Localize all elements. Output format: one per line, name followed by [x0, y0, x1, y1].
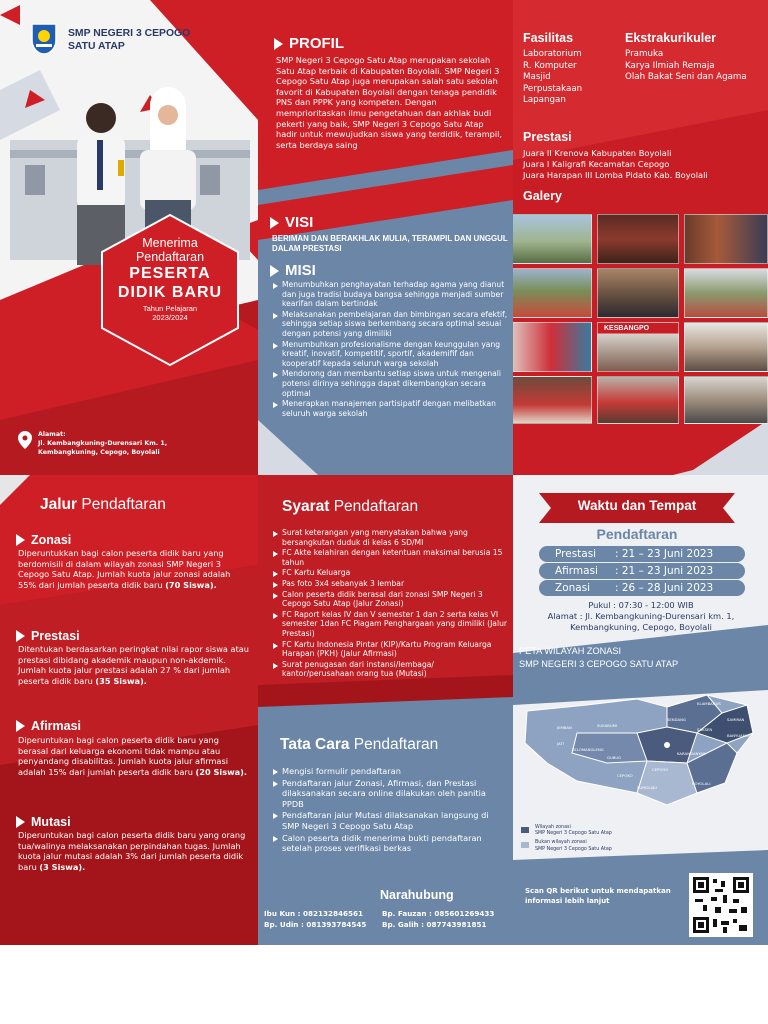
- mutasi-title: Mutasi: [31, 815, 71, 829]
- prestasi-title: Prestasi: [523, 130, 572, 144]
- address-line1: Jl. Kembangkuning-Durensari Km. 1,: [38, 440, 168, 447]
- map-legend: [521, 825, 612, 853]
- prestasi-item: Juara II Krenova Kabupaten Boyolali: [523, 148, 672, 158]
- profil-title: PROFIL: [289, 35, 344, 52]
- prestasi-arrow-icon: [16, 630, 25, 642]
- fasilitas-title: Fasilitas: [523, 31, 574, 45]
- qr-caption: Scan QR berikut untuk mendapatkan informasi lebih lanjut: [525, 887, 671, 905]
- syarat-list: [272, 528, 508, 680]
- gallery-photo: [513, 376, 592, 424]
- legend-line1: Wilayah zonasi: [535, 825, 571, 830]
- profil-arrow-icon: [274, 38, 283, 50]
- afirmasi-arrow-icon: [16, 720, 25, 732]
- map-region-label: BANYUANYAR: [727, 733, 753, 738]
- map-region-label: SAKSEN: [697, 727, 713, 732]
- promo-text: [104, 236, 236, 322]
- map-region-label: KARANGANYAR: [677, 751, 706, 756]
- contact-name: Bp. Fauzan: [382, 909, 427, 918]
- schedule-row: [539, 563, 745, 579]
- tata-cara-list: [272, 766, 502, 855]
- syarat-item: FC Raport kelas IV dan V semester 1 dan 2 serta kelas VI semester 1dan FC Piagam Penghargaan yang dimiliki (Jalur Prestasi): [272, 610, 508, 639]
- map-region-label: JATI: [557, 741, 564, 746]
- ekstrakurikuler-list: [625, 49, 755, 84]
- address-line2: Kembangkuning, Cepogo, Boyolali: [38, 449, 160, 456]
- profil-body: SMP Negeri 3 Cepogo Satu Atap merupakan sekolah Satu Atap terbaik di Kabupaten Boyolali. SMP Negeri 3 Cepogo Satu Atap juga merupakan salah satu sekolah favorit di Kabupaten Boyolali dengan tenaga pendidik PNS dan PPPK yang kompeten. Dengan memprioritaskan ilmu pengetahuan dan akhlak budi pekerti yang baik, SMP Negeri 3 Cepogo Satu Atap hadir untuk mewujudkan siswa yang terdidik, terampil, serta berdaya saing: [276, 55, 503, 150]
- profil-heading: [274, 33, 344, 52]
- gallery-photo: [597, 214, 679, 264]
- legend-text: [535, 825, 612, 837]
- zonasi-body-block: [18, 548, 250, 590]
- school-logo: [28, 22, 60, 54]
- zonasi-title: Zonasi: [31, 533, 72, 547]
- visi-body: BERIMAN DAN BERAKHLAK MULIA, TERAMPIL DAN UNGGUL DALAM PRESTASI: [272, 234, 508, 253]
- legend-swatch: [521, 827, 529, 833]
- qr-code[interactable]: [689, 873, 753, 937]
- location-pin-icon: [18, 431, 32, 453]
- jalur-heading: [40, 496, 166, 514]
- promo-line3: PESERTA: [129, 265, 211, 282]
- prestasi-item: Juara I Kaligrafi Kecamatan Cepogo: [523, 159, 670, 169]
- map-region-label: SUMOLAJU: [637, 785, 658, 790]
- jalur-prestasi-quota: (35 Siswa).: [95, 675, 147, 686]
- zonasi-arrow-icon: [16, 534, 25, 546]
- legend-text: [535, 840, 612, 852]
- schedule-label: Afirmasi: [555, 565, 598, 577]
- afirmasi-body: Diperuntukan bagi calon peserta didik baru yang berasal dari keluarga ekonomi tidak mampu atau penyandang disabilitas. Jumlah kuota jalur afirmasi adalah 15% dari jumlah peserta didik baru: [18, 735, 228, 777]
- syarat-title-bold: Syarat: [282, 498, 330, 515]
- tata-cara-title-rest: Pendaftaran: [349, 736, 439, 753]
- qr-code-image: [693, 877, 749, 933]
- gallery-photo: [684, 322, 768, 372]
- map-region-label: SUKABUMI: [597, 723, 617, 728]
- map-region-label: CEPOKO: [617, 773, 633, 778]
- fasilitas-item: Laboratorium: [523, 49, 582, 59]
- tata-cara-item: Mengisi formulir pendaftaran: [272, 766, 502, 777]
- afirmasi-title: Afirmasi: [31, 719, 82, 733]
- ekstrakurikuler-item: Karya Ilmiah Remaja: [625, 60, 715, 71]
- syarat-item: Pas foto 3x4 sebanyak 3 lembar: [272, 579, 508, 589]
- schedule-value: : 21 – 23 Juni 2023: [615, 565, 714, 577]
- mutasi-arrow-icon: [16, 816, 25, 828]
- misi-list: [272, 280, 508, 419]
- school-name-line1: SMP NEGERI 3 CEPOGO: [68, 28, 191, 39]
- map-region-label: BOYOLALI: [692, 781, 711, 786]
- jalur-prestasi-body-block: [18, 644, 250, 686]
- ekstrakurikuler-item: Olah Bakat Seni dan Agama: [625, 72, 747, 83]
- promo-year-label: Tahun Pelajaran: [142, 304, 198, 313]
- contact-name: Bp. Udin: [264, 919, 299, 929]
- gallery-photo: [513, 268, 592, 318]
- misi-item: Menumbuhkan profesionalisme dengan keunggulan yang kreatif, inovatif, kompetitif, sportif, akademifif dan kooperatif kepada seluruh warga sekolah: [272, 340, 508, 369]
- mutasi-quota: (3 Siswa).: [39, 861, 86, 872]
- address-label: Alamat:: [38, 431, 66, 438]
- syarat-item: Surat keterangan yang menyatakan bahwa yang bersangkutan duduk di kelas 6 SD/MI: [272, 528, 508, 547]
- waktu-alamat: Alamat : Jl. Kembangkuning-Durensari km. 1, Kembangkuning, Cepogo, Boyolali: [547, 611, 735, 632]
- misi-heading: [270, 260, 316, 279]
- gallery-photo: [684, 214, 768, 264]
- mutasi-heading: [16, 811, 71, 830]
- contact-phone: : 087743981851: [421, 919, 487, 929]
- fasilitas-item: Perpustakaan: [523, 83, 583, 94]
- waktu-subtitle: Pendaftaran: [596, 526, 678, 542]
- jalur-panel: [0, 475, 258, 945]
- afirmasi-quota: (20 Siswa).: [195, 766, 248, 777]
- waktu-schedule: [539, 546, 745, 596]
- fasilitas-item: Lapangan: [523, 95, 566, 106]
- school-name: [68, 27, 190, 53]
- misi-arrow-icon: [270, 265, 279, 277]
- school-name-line2: SATU ATAP: [68, 41, 125, 52]
- contact-phone: : 085601269433: [428, 909, 495, 918]
- syarat-panel: [258, 475, 513, 945]
- prestasi-item: Juara Harapan III Lomba Pidato Kab. Boyolali: [523, 170, 708, 180]
- misi-item: Mendorong dan membantu setiap siswa untuk mengenali potensi dirinya sehingga dapat dikembangkan secara optimal: [272, 369, 508, 398]
- promo-year: 2023/2024: [152, 313, 188, 322]
- gallery-photo: [597, 322, 679, 372]
- address-block: [38, 430, 167, 457]
- syarat-item: FC Kartu Indonesia Pintar (KIP)/Kartu Program Keluarga Harapan (PKH) (Jalur Afirmasi): [272, 640, 508, 659]
- waktu-details: [523, 600, 759, 633]
- tata-cara-heading: [280, 736, 438, 754]
- gallery-photo-label: KESBANGPO: [604, 325, 650, 332]
- zonasi-map: [517, 693, 757, 813]
- narahubung-contacts-left: [264, 909, 366, 930]
- schedule-value: : 21 – 23 Juni 2023: [615, 548, 714, 560]
- legend-swatch: [521, 842, 529, 848]
- waktu-title: Waktu dan Tempat: [577, 498, 697, 513]
- misi-item: Menumbuhkan penghayatan terhadap agama yang dianut dan juga tradisi budaya bangsa sehingga menjadi sumber kearifan dalam bertindak: [272, 280, 508, 309]
- map-region-label: SENDANG: [667, 717, 686, 722]
- misi-item: Melaksanakan pembelajaran dan bimbingan secara efektif, sehingga setiap siswa berkembang secara optimal sesuai dengan potensi yang dimiliki: [272, 310, 508, 339]
- map-region-label: CEPOGO: [652, 767, 669, 772]
- cover-panel: [0, 0, 258, 475]
- promo-line2: Pendaftaran: [135, 250, 205, 264]
- jalur-prestasi-body: Ditentukan berdasarkan peringkat nilai rapor siswa atau prestasi dibidang akademik maupun non-akdemik. Jumlah kuota jalur prestasi adalah 27 % dari jumlah peserta didik baru: [18, 644, 249, 686]
- profile-panel: [258, 0, 513, 475]
- visi-title: VISI: [285, 214, 314, 231]
- map-region-label: SELOMANGLENG: [572, 747, 604, 752]
- tata-cara-item: Pendaftaran jalur Mutasi dilaksanakan langsung di SMP Negeri 3 Cepogo Satu Atap: [272, 810, 502, 831]
- map-region-label: GUBUG: [607, 755, 622, 760]
- contact-row: [264, 909, 366, 920]
- jalur-prestasi-title: Prestasi: [31, 629, 80, 643]
- ekstrakurikuler-item: Pramuka: [625, 49, 664, 59]
- waktu-pukul: Pukul : 07:30 - 12:00 WIB: [588, 600, 694, 610]
- gallery-photo: [513, 214, 592, 264]
- map-region-label: SAMIRAN: [727, 717, 745, 722]
- legend-item: [521, 825, 612, 837]
- tata-cara-item: Calon peserta didik menerima bukti pendaftaran setelah proses verifikasi berkas: [272, 833, 502, 854]
- contact-phone: : 081393784545: [300, 919, 367, 929]
- syarat-item: FC Kartu Keluarga: [272, 568, 508, 578]
- syarat-title-rest: Pendaftaran: [329, 498, 419, 515]
- narahubung-title: Narahubung: [380, 888, 454, 902]
- schedule-label: Prestasi: [555, 548, 597, 560]
- contact-name: Ibu Kun: [264, 909, 296, 918]
- facilities-panel: [513, 0, 768, 475]
- syarat-heading: [282, 498, 418, 516]
- jalur-title-bold: Jalur: [40, 496, 78, 513]
- zonasi-body: Diperuntukkan bagi calon peserta didik baru yang berdomisili di dalam wilayah zonasi SMP Negeri 3 Cepogo Satu Atap. Jumlah kuota jalur zonasi adalah 55% dari jumlah peserta didik baru: [18, 548, 231, 590]
- schedule-label: Zonasi: [555, 582, 591, 594]
- promo-line4: DIDIK BARU: [117, 284, 223, 301]
- gallery-photo: [684, 376, 768, 424]
- contact-row: [382, 920, 494, 931]
- galery-title: Galery: [523, 189, 562, 203]
- gallery-photo: [684, 268, 768, 318]
- misi-item: Menerapkan manajemen partisipatif dengan melibatkan seluruh warga sekolah: [272, 399, 508, 418]
- schedule-row: [539, 580, 745, 596]
- syarat-item: Calon peserta didik berasal dari zonasi SMP Negeri 3 Cepogo Satu Atap (Jalur Zonasi): [272, 590, 508, 609]
- visi-arrow-icon: [270, 217, 279, 229]
- waktu-panel: [513, 475, 768, 945]
- peta-title: [519, 645, 678, 670]
- contact-name: Bp. Galih: [382, 919, 419, 929]
- afirmasi-body-block: [18, 735, 250, 777]
- peta-title-line2: SMP NEGERI 3 CEPOGO SATU ATAP: [519, 658, 679, 669]
- jalur-prestasi-heading: [16, 625, 80, 644]
- gallery-photo: [597, 268, 679, 318]
- narahubung-contacts-right: [382, 909, 494, 930]
- syarat-item: Surat penugasan dari instansi/lembaga/ kantor/perusahaan orang tua (Mutasi): [272, 660, 508, 679]
- gallery-photo: [513, 322, 592, 372]
- contact-row: [382, 909, 494, 920]
- promo-line1: Menerima: [142, 236, 198, 250]
- fasilitas-item: Masjid: [523, 72, 551, 83]
- map-region-label: JEMBAN: [557, 725, 572, 730]
- map-region-label: KLAMBAGUS: [697, 701, 721, 706]
- legend-item: [521, 840, 612, 852]
- contact-row: [264, 920, 366, 931]
- tata-cara-item: Pendaftaran jalur Zonasi, Afirmasi, dan Prestasi dilaksanakan secara online dilakukan oleh panitia PPDB: [272, 778, 502, 810]
- mutasi-body: Diperuntukan bagi calon peserta didik baru yang orang tua/walinya melaksanakan perpindahan tugas. Jumlah kuota jalur mutasi adalah 3% dari jumlah peserta didik baru: [18, 830, 246, 872]
- afirmasi-heading: [16, 715, 81, 734]
- legend-line1: Bukan wilayah zonasi: [535, 840, 587, 846]
- legend-line2: SMP Negeri 3 Cepogo Satu Atap: [535, 831, 612, 837]
- schedule-value: : 26 – 28 Juni 2023: [615, 582, 714, 594]
- mutasi-body-block: [18, 830, 250, 872]
- fasilitas-item: R. Komputer: [523, 60, 577, 71]
- misi-title: MISI: [285, 262, 316, 279]
- tata-cara-title-bold: Tata Cara: [280, 736, 350, 753]
- visi-heading: [270, 212, 313, 231]
- peta-title-line1: PETA WILAYAH ZONASI: [519, 646, 622, 656]
- gallery-photo: [597, 376, 679, 424]
- fasilitas-list: [523, 49, 582, 107]
- jalur-title-rest: Pendaftaran: [77, 496, 166, 513]
- zonasi-heading: [16, 529, 71, 548]
- syarat-item: FC Akte kelahiran dengan ketentuan maksimal berusia 15 tahun: [272, 548, 508, 567]
- zonasi-quota: (70 Siswa).: [165, 579, 217, 590]
- contact-phone: : 082132846561: [297, 909, 364, 918]
- legend-line2: SMP Negeri 3 Cepogo Satu Atap: [535, 846, 612, 852]
- prestasi-list: [523, 148, 763, 181]
- ekstrakurikuler-title: Ekstrakurikuler: [625, 31, 717, 45]
- schedule-row: [539, 546, 745, 562]
